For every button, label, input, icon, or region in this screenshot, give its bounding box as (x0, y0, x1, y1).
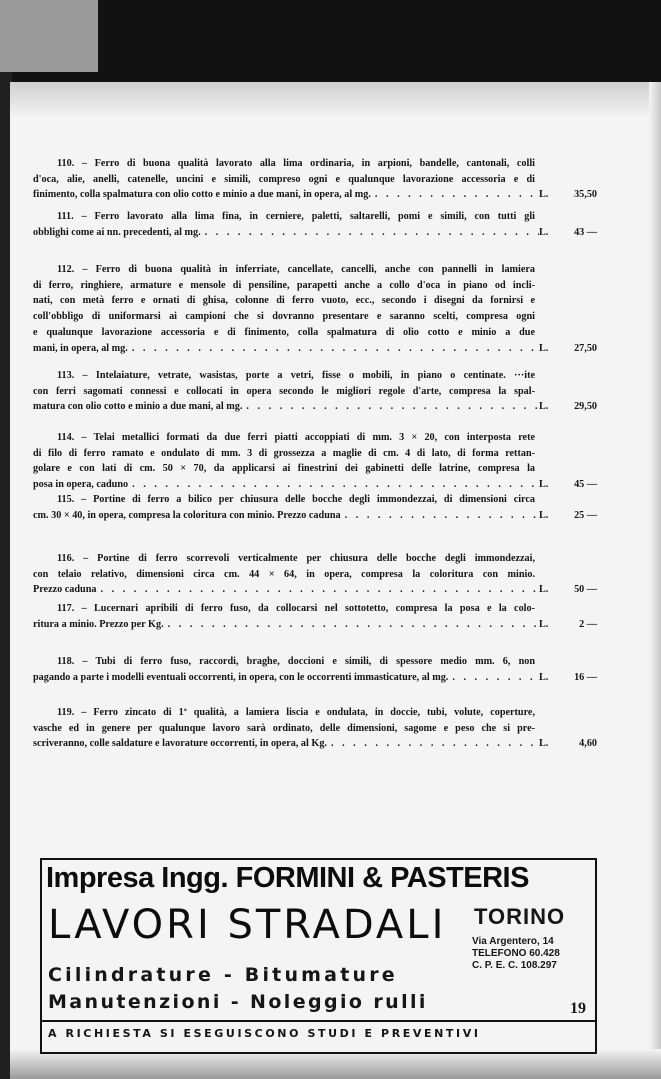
item-text-last: ritura a minio. Prezzo per Kg. (33, 618, 164, 630)
ad-headline: LAVORI STRADALI (48, 902, 447, 948)
item-text-line: di filo di ferro ramato e ondulato di mm. 3 di grossezza a maglie di cm. 4 di lato, di forma rettan- (33, 447, 535, 459)
document-page (10, 82, 661, 1079)
item-text-line: 112. – Ferro di buona qualità in inferriate, cancellate, cancelli, anche con pannelli in lamiera (57, 264, 535, 275)
price-currency: L. (539, 671, 549, 683)
price-currency: L. (539, 618, 549, 630)
ad-services-line-2: Manutenzioni - Noleggio rulli (48, 991, 428, 1013)
item-text-last: pagando a parte i modelli eventuali occorrenti, in opera, con le occorrenti immasticature, al mg. (33, 671, 449, 683)
ad-cpec: C. P. E. C. 108.297 (472, 960, 557, 971)
item-text-last: posa in opera, caduno (33, 479, 129, 491)
item-text-line: coll'obbligo di uniformarsi ai campioni che si dovranno presentare e saranno scelti, compresa ogni (33, 311, 535, 323)
item-text-line: di ferro, ringhiere, armature e mensole di pensiline, parapetti anche a collo d'oca in piano od incli- (33, 279, 535, 291)
price-value: 45 — (574, 479, 597, 491)
item-text-line: 114. – Telai metallici formati da due ferri piatti accoppiati di mm. 3 × 20, con interposta rete (57, 432, 535, 443)
advertisement (40, 858, 597, 1054)
item-text-line: e qualunque lavorazione accessoria e di finimento, colla spalmatura di olio cotto e minio a due (33, 326, 535, 338)
price-item (33, 601, 597, 632)
scan-border-top (0, 0, 661, 88)
price-item (33, 368, 597, 415)
item-text-last: matura con olio cotto e minio a due mani, al mg. (33, 401, 243, 413)
price-currency: L. (539, 738, 549, 750)
ad-services-line-1: Cilindrature - Bitumature (48, 964, 398, 986)
price-currency: L. (539, 479, 549, 491)
ad-contact (472, 936, 560, 972)
item-text-line: nati, con metà ferro e ornati di ghisa, colonne di ferro vuoto, ecc., secondo i disegni da fornirsi e (33, 295, 535, 307)
item-text-last: finimento, colla spalmatura con olio cotto e minio a due mani, in opera, al mg. (33, 189, 371, 201)
price-value: 29,50 (574, 401, 597, 413)
price-item (33, 705, 597, 752)
dot-leader (132, 477, 539, 493)
price-value: 16 — (574, 671, 597, 683)
price-item (33, 430, 597, 493)
ad-company-name: Impresa Ingg. FORMINI & PASTERIS (46, 862, 529, 894)
item-text-last: Prezzo caduna (33, 584, 97, 596)
price-currency: L. (539, 189, 549, 201)
page-number: 19 (570, 1000, 586, 1017)
price-item (33, 492, 597, 523)
item-text-line: 113. – Intelaiature, vetrate, wasistas, porte a vetri, fisse o mobili, in piano o centinate. ···ite (57, 370, 535, 381)
dot-leader (132, 341, 539, 357)
item-text-line: golare e con lati di cm. 50 × 70, da applicarsi ai finestrini dei gabinetti delle latrine, compresa la (33, 463, 535, 475)
price-value: 50 — (574, 584, 597, 596)
item-text-line: 111. – Ferro lavorato alla lima fina, in cerniere, paletti, saltarelli, pomi e simili, con tutti gli (57, 211, 535, 222)
price-currency: L. (539, 584, 549, 596)
item-text-last: cm. 30 × 40, in opera, compresa la coloritura con minio. Prezzo caduna (33, 509, 341, 521)
price-value: 25 — (574, 509, 597, 521)
ad-address: Via Argentero, 14 (472, 936, 554, 947)
dot-leader (100, 582, 539, 598)
price-value: 2 — (579, 618, 597, 630)
price-item (33, 551, 597, 598)
item-text-line: d'oca, alie, anelli, catenelle, uncini e simili, compreso ogni e qualunque lavorazione accessoria e di (33, 173, 535, 185)
price-currency: L. (539, 401, 549, 413)
ad-city: TORINO (474, 904, 566, 929)
scan-border-corner (0, 0, 98, 72)
price-value: 4,60 (579, 738, 597, 750)
dot-leader (331, 736, 539, 752)
item-text-line: 118. – Tubi di ferro fuso, raccordi, braghe, doccioni e simili, di spessore medio mm. 6, non (57, 656, 535, 667)
ad-divider (42, 1020, 595, 1022)
price-item (33, 209, 597, 240)
item-text-line: 117. – Lucernari apribili di ferro fuso, da collocarsi nel sottotetto, compresa la posa e la colo- (57, 603, 535, 614)
item-text-line: con telaio relativo, dimensioni circa cm. 44 × 64, in opera, compresa la coloritura con minio. (33, 568, 535, 580)
item-text-line: 116. – Portine di ferro scorrevoli verticalmente per chiusura delle bocche degli immondezzai, (57, 553, 535, 564)
item-text-line: vasche ed in genere per qualunque lavoro sarà ordinato, delle dimensioni, sagome e peso che si pre- (33, 722, 535, 734)
dot-leader (168, 617, 539, 633)
item-text-line: 115. – Portine di ferro a bilico per chiusura delle bocche degli immondezzai, di dimensioni circa (57, 494, 535, 505)
item-text-line: 110. – Ferro di buona qualità lavorato alla lima ordinaria, in arpioni, bandelle, cantonali, colli (57, 158, 535, 169)
item-text-line: 119. – Ferro zincato di 1ª qualità, a lamiera liscia e ondulata, in doccie, tubi, volute, coperture, (57, 707, 535, 718)
dot-leader (205, 225, 539, 241)
price-value: 35,50 (574, 189, 597, 201)
item-text-line: con ferri sagomati connessi e collocati in opera secondo le migliori regole d'arte, compresa la spal- (33, 385, 535, 397)
price-item (33, 156, 597, 203)
dot-leader (452, 670, 539, 686)
item-text-last: scriveranno, colle saldature e lavorature occorrenti, in opera, al Kg. (33, 738, 327, 750)
item-text-last: mani, in opera, al mg. (33, 342, 128, 354)
price-value: 27,50 (574, 342, 597, 354)
dot-leader (345, 508, 539, 524)
item-text-last: obblighi come ai nn. precedenti, al mg. (33, 226, 201, 238)
dot-leader (375, 187, 539, 203)
ad-phone: TELEFONO 60.428 (472, 948, 560, 959)
price-item (33, 262, 597, 356)
price-item (33, 654, 597, 685)
price-value: 43 — (574, 226, 597, 238)
price-currency: L. (539, 226, 549, 238)
price-currency: L. (539, 509, 549, 521)
ad-footer: A RICHIESTA SI ESEGUISCONO STUDI E PREVENTIVI (48, 1027, 481, 1040)
price-currency: L. (539, 342, 549, 354)
dot-leader (246, 399, 539, 415)
